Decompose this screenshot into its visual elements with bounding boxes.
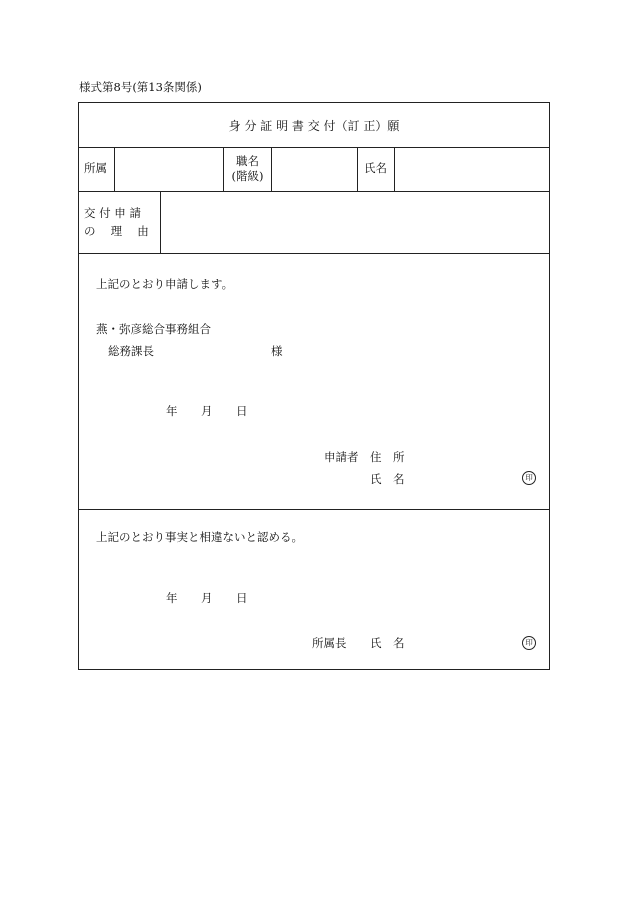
divider-col (114, 147, 115, 191)
job-title-sub-label: (階級) (231, 169, 264, 183)
certification-date-day: 日 (236, 591, 248, 605)
reason-label-line1: 交 付 申 請 (84, 206, 141, 220)
department-head-seal-icon: 印 (522, 636, 536, 650)
divider-col (357, 147, 358, 191)
application-statement: 上記のとおり申請します。 (96, 277, 234, 291)
divider-col (271, 147, 272, 191)
affiliation-label: 所属 (84, 161, 107, 175)
applicant-name-label: 氏 名 (370, 472, 405, 486)
department-head-name-field[interactable] (410, 634, 515, 652)
name-field[interactable] (396, 150, 548, 190)
organization-name: 燕・弥彦総合事務組合 (96, 322, 211, 336)
divider-row1 (78, 191, 550, 192)
department-head-name-label: 氏 名 (370, 636, 405, 650)
affiliation-field[interactable] (116, 150, 222, 190)
applicant-seal-icon: 印 (522, 471, 536, 485)
form-number: 様式第8号(第13条関係) (79, 80, 202, 94)
certification-date-month: 月 (201, 591, 213, 605)
name-label: 氏名 (364, 161, 387, 175)
department-head-label: 所属長 (312, 636, 347, 650)
applicant-address-field[interactable] (410, 448, 540, 466)
honorific: 様 (271, 344, 283, 358)
certification-date-year: 年 (166, 591, 178, 605)
divider-col (160, 191, 161, 253)
addressee: 総務課長 (108, 344, 154, 358)
divider-col (223, 147, 224, 191)
applicant-label: 申請者 (324, 450, 359, 464)
reason-field[interactable] (162, 194, 548, 251)
divider-col (394, 147, 395, 191)
application-date-year: 年 (166, 404, 178, 418)
applicant-address-label: 住 所 (370, 450, 405, 464)
application-date-month: 月 (201, 404, 213, 418)
application-date-day: 日 (236, 404, 248, 418)
divider-application (78, 509, 550, 510)
job-title-field[interactable] (273, 150, 356, 190)
divider-title (78, 147, 550, 148)
job-title-label: 職名 (236, 154, 259, 168)
form-title: 身 分 証 明 書 交 付（訂 正）願 (228, 119, 400, 133)
applicant-name-field[interactable] (410, 470, 515, 488)
divider-reason (78, 253, 550, 254)
certification-statement: 上記のとおり事実と相違ないと認める。 (96, 530, 303, 544)
reason-label-line2: の 理 由 (84, 224, 149, 238)
